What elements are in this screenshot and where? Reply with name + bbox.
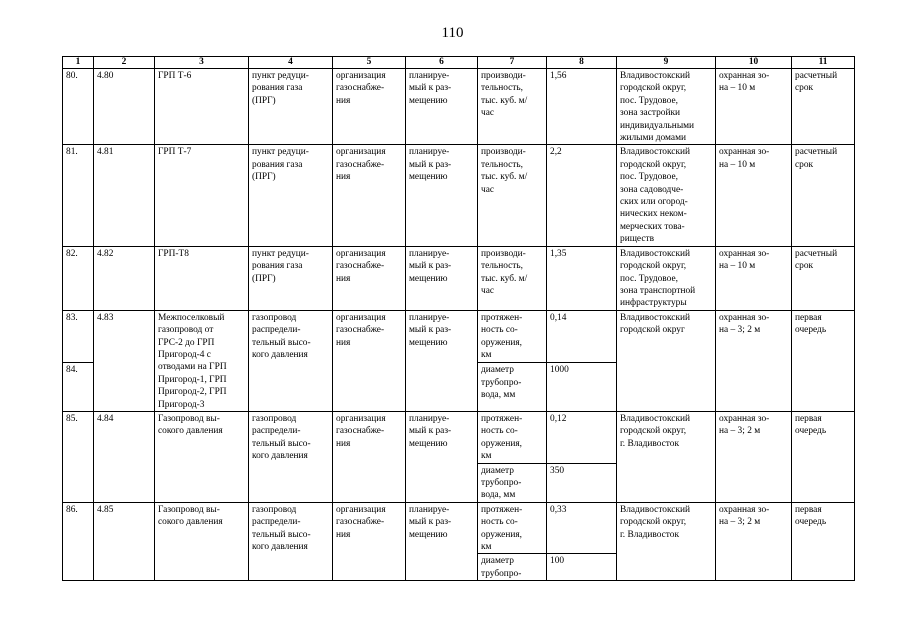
object-location: Владивостокский городской округ, пос. Трудовое, зона транспортной инфраструктуры <box>617 246 716 310</box>
object-purpose: организация газоснабже- ния <box>333 145 406 246</box>
object-code: 4.83 <box>94 310 155 411</box>
object-code: 4.80 <box>94 69 155 145</box>
characteristic-name: протяжен- ность со- оружения, км <box>478 502 547 554</box>
object-code: 4.82 <box>94 246 155 310</box>
characteristic-value: 1,56 <box>547 69 617 145</box>
object-location: Владивостокский городской округ, пос. Трудовое, зона застройки индивидуальными жилыми домами <box>617 69 716 145</box>
object-location: Владивостокский городской округ, г. Владивосток <box>617 411 716 502</box>
characteristic-name: протяжен- ность со- оружения, км <box>478 310 547 363</box>
characteristic-value: 1000 <box>547 363 617 412</box>
row-number: 81. <box>63 145 94 246</box>
characteristic-value: 0,14 <box>547 310 617 363</box>
characteristic-name: диаметр трубопро- вода, мм <box>478 463 547 502</box>
object-type: пункт редуци- рования газа (ПРГ) <box>249 69 333 145</box>
protection-zone: охранная зо- на – 10 м <box>716 69 792 145</box>
object-status: планируе- мый к раз- мещению <box>406 69 478 145</box>
row-number: 84. <box>63 363 94 412</box>
column-header: 1 <box>63 57 94 69</box>
row-number: 82. <box>63 246 94 310</box>
object-type: газопровод распредели- тельный высо- кого давления <box>249 502 333 580</box>
column-header: 9 <box>617 57 716 69</box>
object-purpose: организация газоснабже- ния <box>333 411 406 502</box>
column-header: 2 <box>94 57 155 69</box>
object-name: ГРП-Т8 <box>155 246 249 310</box>
page-number: 110 <box>441 25 464 41</box>
characteristic-value: 350 <box>547 463 617 502</box>
object-code: 4.81 <box>94 145 155 246</box>
table-row <box>63 69 855 145</box>
implementation-term: расчетный срок <box>792 246 855 310</box>
protection-zone: охранная зо- на – 3; 2 м <box>716 502 792 580</box>
object-status: планируе- мый к раз- мещению <box>406 502 478 580</box>
table-row <box>63 145 855 246</box>
table-row <box>63 246 855 310</box>
characteristic-value: 1,35 <box>547 246 617 310</box>
protection-zone: охранная зо- на – 10 м <box>716 145 792 246</box>
object-name: Газопровод вы- сокого давления <box>155 502 249 580</box>
object-type: пункт редуци- рования газа (ПРГ) <box>249 246 333 310</box>
object-name: Межпоселковый газопровод от ГРС-2 до ГРП Пригород-4 с отводами на ГРП Пригород-1, ГРП Пригород-2, ГРП Пригород-3 <box>155 310 249 411</box>
characteristic-value: 2,2 <box>547 145 617 246</box>
object-name: Газопровод вы- сокого давления <box>155 411 249 502</box>
object-status: планируе- мый к раз- мещению <box>406 246 478 310</box>
column-header: 3 <box>155 57 249 69</box>
objects-table <box>62 56 855 581</box>
object-purpose: организация газоснабже- ния <box>333 310 406 411</box>
object-location: Владивостокский городской округ <box>617 310 716 411</box>
column-header: 11 <box>792 57 855 69</box>
row-number: 83. <box>63 310 94 363</box>
object-purpose: организация газоснабже- ния <box>333 246 406 310</box>
protection-zone: охранная зо- на – 3; 2 м <box>716 411 792 502</box>
object-name: ГРП Т-7 <box>155 145 249 246</box>
characteristic-name: производи- тельность, тыс. куб. м/ час <box>478 69 547 145</box>
object-location: Владивостокский городской округ, г. Владивосток <box>617 502 716 580</box>
characteristic-value: 0,33 <box>547 502 617 554</box>
protection-zone: охранная зо- на – 3; 2 м <box>716 310 792 411</box>
implementation-term: расчетный срок <box>792 69 855 145</box>
implementation-term: первая очередь <box>792 310 855 411</box>
object-purpose: организация газоснабже- ния <box>333 69 406 145</box>
object-type: пункт редуци- рования газа (ПРГ) <box>249 145 333 246</box>
table-row <box>63 310 855 363</box>
object-code: 4.85 <box>94 502 155 580</box>
row-number: 85. <box>63 411 94 502</box>
object-status: планируе- мый к раз- мещению <box>406 145 478 246</box>
column-header: 10 <box>716 57 792 69</box>
object-name: ГРП Т-6 <box>155 69 249 145</box>
characteristic-name: протяжен- ность со- оружения, км <box>478 411 547 463</box>
implementation-term: первая очередь <box>792 502 855 580</box>
implementation-term: расчетный срок <box>792 145 855 246</box>
object-type: газопровод распредели- тельный высо- кого давления <box>249 310 333 411</box>
characteristic-name: диаметр трубопро- вода, мм <box>478 363 547 412</box>
object-type: газопровод распредели- тельный высо- кого давления <box>249 411 333 502</box>
object-purpose: организация газоснабже- ния <box>333 502 406 580</box>
table-row <box>63 411 855 463</box>
table-row <box>63 502 855 554</box>
object-status: планируе- мый к раз- мещению <box>406 411 478 502</box>
characteristic-name: производи- тельность, тыс. куб. м/ час <box>478 145 547 246</box>
characteristic-name: диаметр трубопро- <box>478 554 547 581</box>
column-header: 6 <box>406 57 478 69</box>
column-header: 4 <box>249 57 333 69</box>
characteristic-value: 100 <box>547 554 617 581</box>
object-location: Владивостокский городской округ, пос. Трудовое, зона садоводче- ских или огород- нических неком- мерческих това- риществ <box>617 145 716 246</box>
characteristic-value: 0,12 <box>547 411 617 463</box>
column-header: 7 <box>478 57 547 69</box>
row-number: 80. <box>63 69 94 145</box>
implementation-term: первая очередь <box>792 411 855 502</box>
column-number-row <box>63 57 855 69</box>
object-status: планируе- мый к раз- мещению <box>406 310 478 411</box>
protection-zone: охранная зо- на – 10 м <box>716 246 792 310</box>
object-code: 4.84 <box>94 411 155 502</box>
column-header: 8 <box>547 57 617 69</box>
row-number: 86. <box>63 502 94 580</box>
characteristic-name: производи- тельность, тыс. куб. м/ час <box>478 246 547 310</box>
column-header: 5 <box>333 57 406 69</box>
